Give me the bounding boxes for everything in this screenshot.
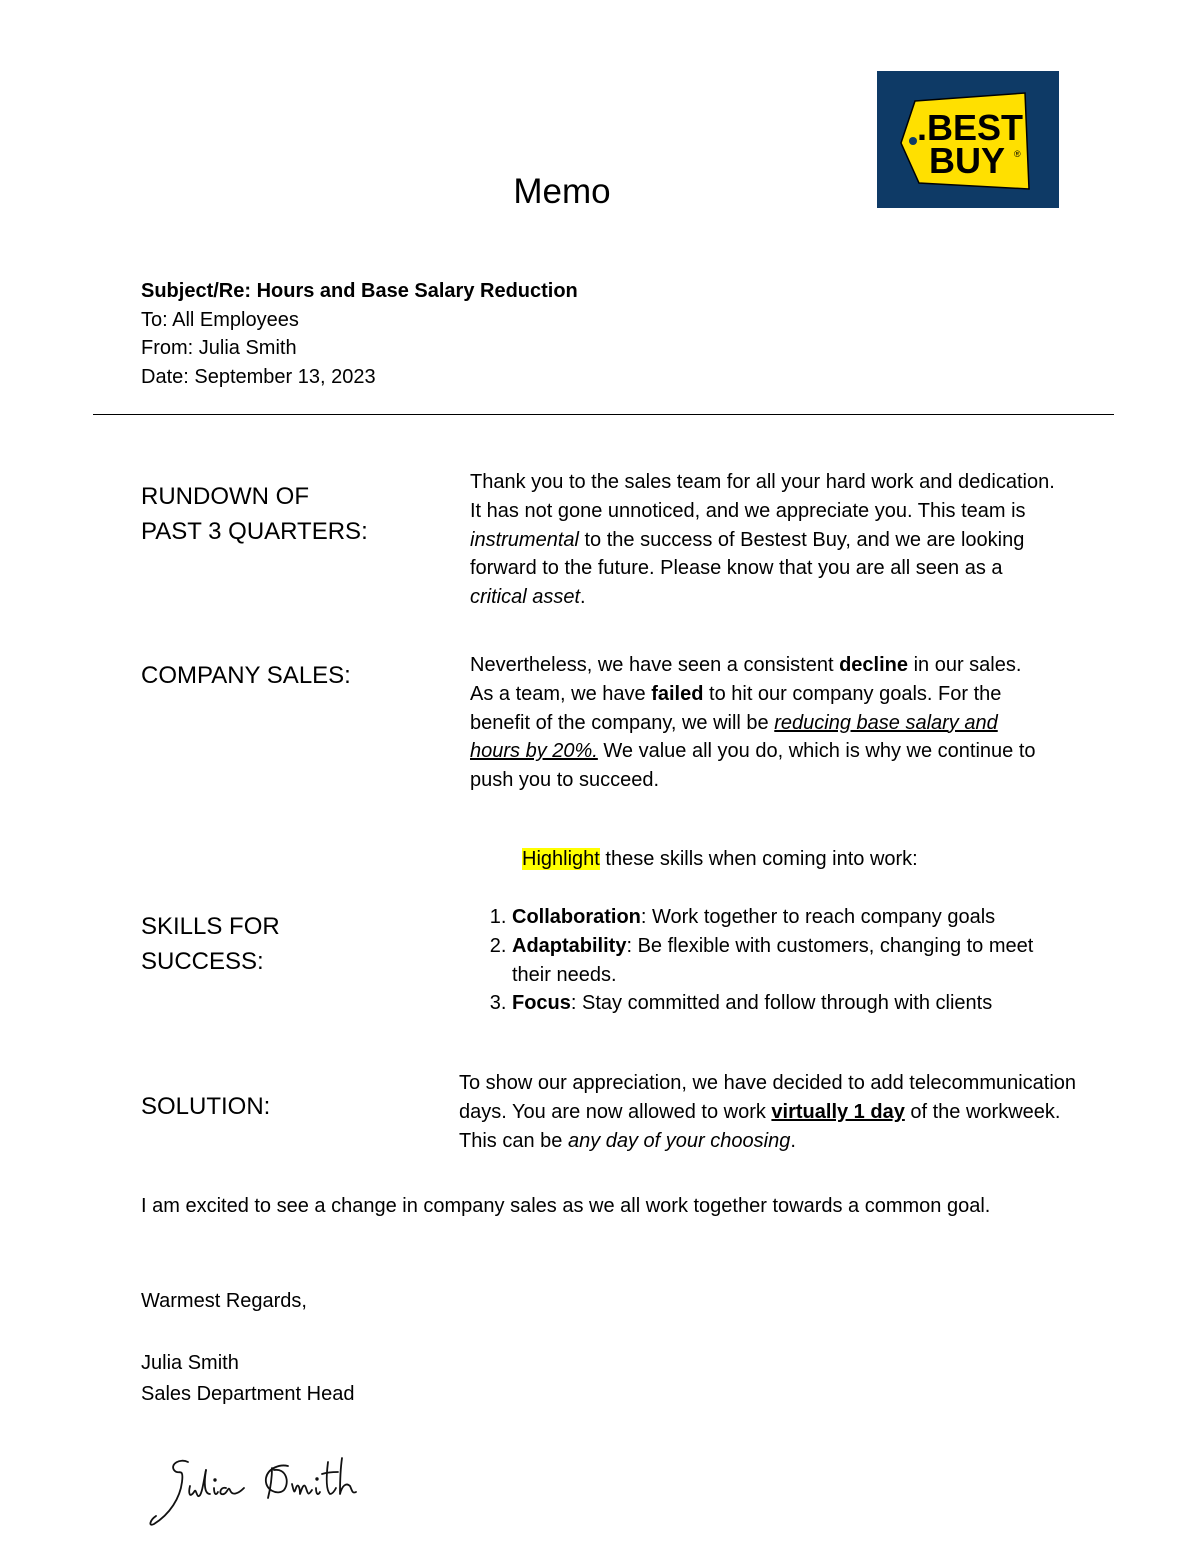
skills-label-line1: SKILLS FOR xyxy=(141,913,280,940)
sales-text-c: to hit our company goals. For the benefit of the company, we will be xyxy=(470,682,1002,734)
solution-underline-virtually: virtually 1 day xyxy=(771,1100,905,1123)
rundown-label xyxy=(141,479,421,549)
skill-desc: : Stay committed and follow through with clients xyxy=(570,992,993,1015)
header-divider xyxy=(93,414,1114,415)
rundown-text-c: . xyxy=(580,586,586,609)
signature-icon xyxy=(140,1448,370,1533)
closing-regards: Warmest Regards, xyxy=(141,1290,307,1312)
memo-header xyxy=(141,277,578,391)
skills-label-line2: SUCCESS: xyxy=(141,948,264,975)
signer-block xyxy=(141,1348,354,1410)
skill-name: Collaboration xyxy=(512,906,641,928)
skills-list xyxy=(470,903,1045,1018)
rundown-text-a: Thank you to the sales team for all your hard work and dedication. It has not gone unnoticed, and we appreciate you. This team is xyxy=(470,471,1055,522)
sales-underline-reduction: reducing base salary and hours by 20%. xyxy=(470,711,998,763)
list-item xyxy=(512,903,1045,932)
skills-list-container xyxy=(470,903,1045,1018)
best-buy-logo xyxy=(877,71,1059,208)
sales-bold-failed: failed xyxy=(651,682,704,705)
solution-label: SOLUTION: xyxy=(141,1093,271,1120)
sales-text-a: Nevertheless, we have seen a consistent xyxy=(470,654,840,676)
solution-text-c: . xyxy=(790,1129,796,1152)
logo-line1: .BEST xyxy=(916,107,1024,148)
solution-text-b: of the workweek. This can be xyxy=(459,1100,1061,1152)
memo-from: From: Julia Smith xyxy=(141,337,297,359)
list-item xyxy=(512,989,1045,1018)
handwritten-signature xyxy=(140,1448,370,1538)
skill-desc: : Be flexible with customers, changing to meet their needs. xyxy=(512,934,1034,986)
skills-intro xyxy=(522,845,1042,874)
solution-em-any-day: any day of your choosing xyxy=(567,1129,791,1152)
skills-highlight-word: Highlight xyxy=(522,848,600,870)
memo-title: Memo xyxy=(513,172,611,211)
skill-name: Adaptability xyxy=(512,934,627,957)
solution-text xyxy=(459,1069,1084,1155)
memo-to: To: All Employees xyxy=(141,308,299,331)
rundown-em-instrumental: instrumental xyxy=(470,528,579,551)
memo-date: Date: September 13, 2023 xyxy=(141,365,376,388)
memo-subject: Subject/Re: Hours and Base Salary Reduction xyxy=(141,280,578,302)
skills-label xyxy=(141,909,421,979)
closing-paragraph: I am excited to see a change in company sales as we all work together towards a common goal. xyxy=(141,1195,991,1217)
skill-name: Focus xyxy=(512,992,571,1015)
price-tag-logo-icon xyxy=(877,71,1059,208)
logo-trademark: ® xyxy=(1014,149,1021,159)
signer-title: Sales Department Head xyxy=(141,1383,355,1405)
sales-bold-decline: decline xyxy=(839,654,909,676)
company-sales-label: COMPANY SALES: xyxy=(141,662,351,689)
list-item xyxy=(512,932,1045,990)
skill-desc: : Work together to reach company goals xyxy=(640,906,996,928)
logo-line2: BUY xyxy=(928,140,1006,181)
rundown-label-line2: PAST 3 QUARTERS: xyxy=(141,518,368,545)
rundown-text xyxy=(470,468,1060,612)
company-sales-text xyxy=(470,651,1045,795)
solution-text-a: To show our appreciation, we have decided to add telecommunication days. You are now allowed to work xyxy=(459,1072,1077,1123)
skills-intro-rest: these skills when coming into work: xyxy=(599,848,918,870)
sales-text-b: in our sales. As a team, we have xyxy=(470,654,1022,705)
rundown-text-b: to the success of Bestest Buy, and we are looking forward to the future. Please know that you are all seen as a xyxy=(470,528,1025,580)
signer-name: Julia Smith xyxy=(141,1352,239,1374)
rundown-label-line1: RUNDOWN OF xyxy=(141,483,309,510)
rundown-em-critical-asset: critical asset xyxy=(470,586,581,609)
sales-text-d: We value all you do, which is why we continue to push you to succeed. xyxy=(470,740,1036,792)
